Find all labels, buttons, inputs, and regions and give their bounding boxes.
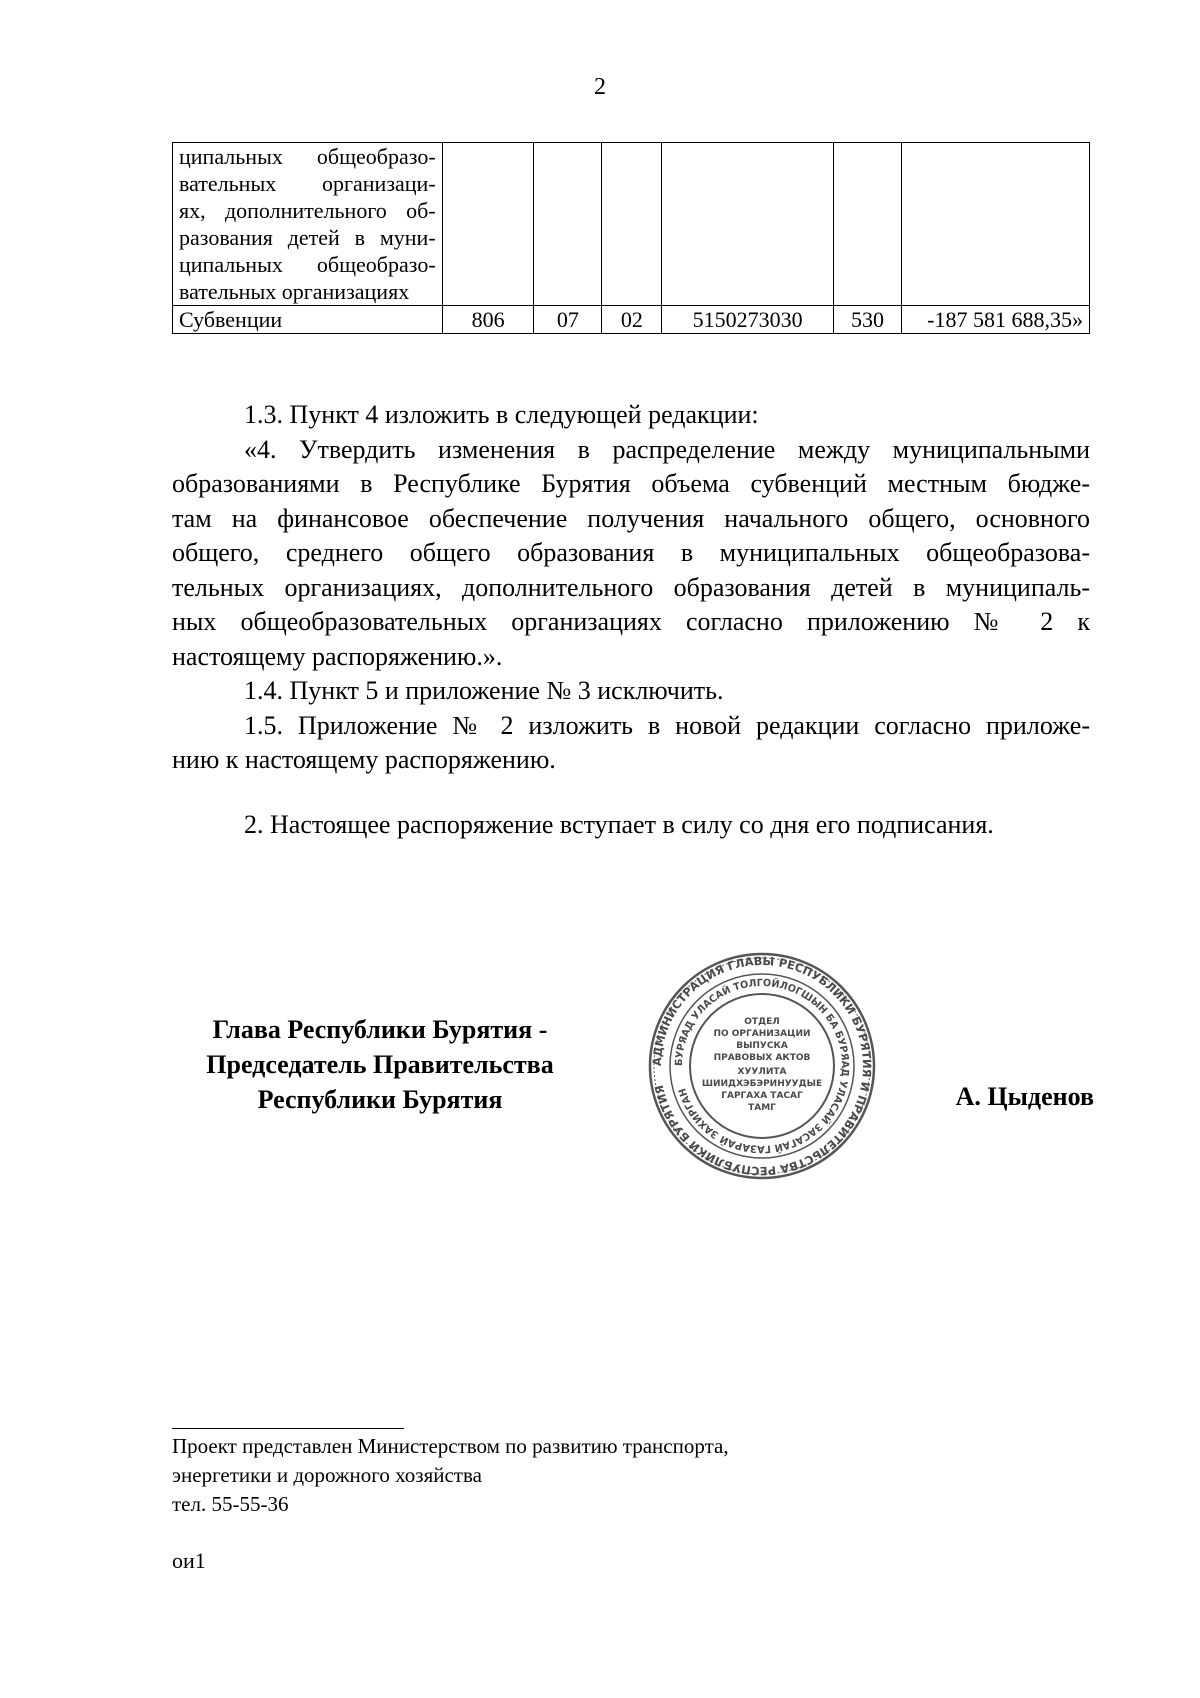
- svg-text:ПРАВОВЫХ АКТОВ: ПРАВОВЫХ АКТОВ: [713, 1053, 811, 1063]
- text-line: тельных организациях, дополнительного образования детей в муниципаль-: [172, 572, 1090, 602]
- description-line: ципальных общеобразо-: [179, 252, 436, 277]
- footnote: [172, 1432, 729, 1519]
- amount-cell: -187 581 688,35»: [902, 306, 1090, 334]
- signer-title-line: Председатель Правительства: [206, 1050, 554, 1079]
- signer-title-line: Глава Республики Бурятия -: [212, 1015, 548, 1044]
- budget-table: [172, 142, 1090, 334]
- document-code: ои1: [172, 1548, 206, 1573]
- svg-text:ГАРГАХА ТАСАГ: ГАРГАХА ТАСАГ: [721, 1091, 803, 1101]
- svg-text:ОТДЕЛ: ОТДЕЛ: [744, 1017, 780, 1027]
- text-line: настоящему распоряжению.».: [172, 641, 503, 671]
- empty-cell: [602, 143, 662, 306]
- empty-cell: [442, 143, 534, 306]
- description-line: ях, дополнительного об-: [179, 198, 436, 223]
- empty-cell: [534, 143, 602, 306]
- empty-cell: [662, 143, 834, 306]
- paragraph-1-4: 1.4. Пункт 5 и приложение № 3 исключить.: [244, 676, 724, 705]
- paragraph-1-5-cont: [172, 743, 1090, 778]
- text-line: ных общеобразовательных организациях согласно приложению № 2 к: [172, 607, 1090, 636]
- section-cell: 07: [534, 306, 602, 334]
- description-line: вательных организаци-: [179, 171, 436, 196]
- page-number: 2: [594, 74, 606, 100]
- text-line: 1.5. Приложение № 2 изложить в новой редакции согласно приложе-: [244, 710, 1090, 740]
- description-line: ципальных общеобразо-: [179, 144, 436, 169]
- text-line: там на финансовое обеспечение получения начального общего, основного: [172, 503, 1090, 533]
- text-line: общего, среднего общего образования в муниципальных общеобразова-: [172, 538, 1090, 567]
- svg-text:ШИИДХЭБЭРИНУУДЫЕ: ШИИДХЭБЭРИНУУДЫЕ: [701, 1079, 823, 1089]
- row-description-cell: [173, 143, 443, 306]
- spacer: [172, 778, 1090, 808]
- text-line: образованиями в Республике Бурятия объема субвенций местным бюдже-: [172, 469, 1090, 498]
- ministry-code-cell: 806: [442, 306, 534, 334]
- footnote-line: Проект представлен Министерством по развитию транспорта,: [172, 1434, 729, 1458]
- paragraph-item-4-cont: [172, 467, 1090, 674]
- expense-type-cell: 530: [834, 306, 902, 334]
- description-line: разования детей в муни-: [179, 225, 436, 250]
- footnote-line: энергетики и дорожного хозяйства: [172, 1463, 482, 1487]
- row-name-cell: Субвенции: [173, 306, 443, 334]
- target-article-cell: 5150273030: [662, 306, 834, 334]
- official-seal: [644, 952, 880, 1180]
- description-line: вательных организациях: [179, 279, 410, 304]
- empty-cell: [902, 143, 1090, 306]
- text-line: «4. Утвердить изменения в распределение между муниципальными: [244, 434, 1090, 464]
- signer-title: [170, 1012, 590, 1117]
- paragraph-item-4: [172, 433, 1090, 468]
- paragraph-1-5: [172, 709, 1090, 744]
- svg-text:ХУУЛИТА: ХУУЛИТА: [737, 1067, 787, 1077]
- seal-center-text: [702, 1017, 822, 1113]
- svg-text:ПО ОРГАНИЗАЦИИ: ПО ОРГАНИЗАЦИИ: [713, 1029, 811, 1039]
- subsection-cell: 02: [602, 306, 662, 334]
- table-row: [173, 306, 1090, 334]
- paragraph-2: 2. Настоящее распоряжение вступает в силу со дня его подписания.: [244, 809, 994, 839]
- signer-name: А. Цыденов: [955, 1082, 1094, 1111]
- text-line: нию к настоящему распоряжению.: [172, 745, 556, 774]
- footnote-line: тел. 55-55-36: [172, 1492, 289, 1516]
- empty-cell: [834, 143, 902, 306]
- seal-outer-text: АДМИНИСТРАЦИЯ ГЛАВЫ РЕСПУБЛИКИ БУРЯТИЯ И ПРАВИТЕЛЬСТВА РЕСПУБЛИКИ БУРЯТИЯ: [649, 953, 875, 1179]
- svg-text:ВЫПУСКА: ВЫПУСКА: [736, 1041, 788, 1051]
- svg-text:ТАМГ: ТАМГ: [748, 1103, 776, 1113]
- signer-title-line: Республики Бурятия: [257, 1085, 503, 1114]
- document-body: [172, 398, 1090, 842]
- footnote-divider: [172, 1428, 404, 1429]
- table-row: [173, 143, 1090, 306]
- paragraph-1-3: 1.3. Пункт 4 изложить в следующей редакции:: [244, 400, 759, 429]
- seal-inner-text: БУРЯАД УЛАСАЙ ТОЛГОЙЛОГШЫН БА БУРЯАД УЛАСАЙ ЗАСАГАЙ ГАЗАРАЙ ЗАХИРГАН: [673, 977, 851, 1155]
